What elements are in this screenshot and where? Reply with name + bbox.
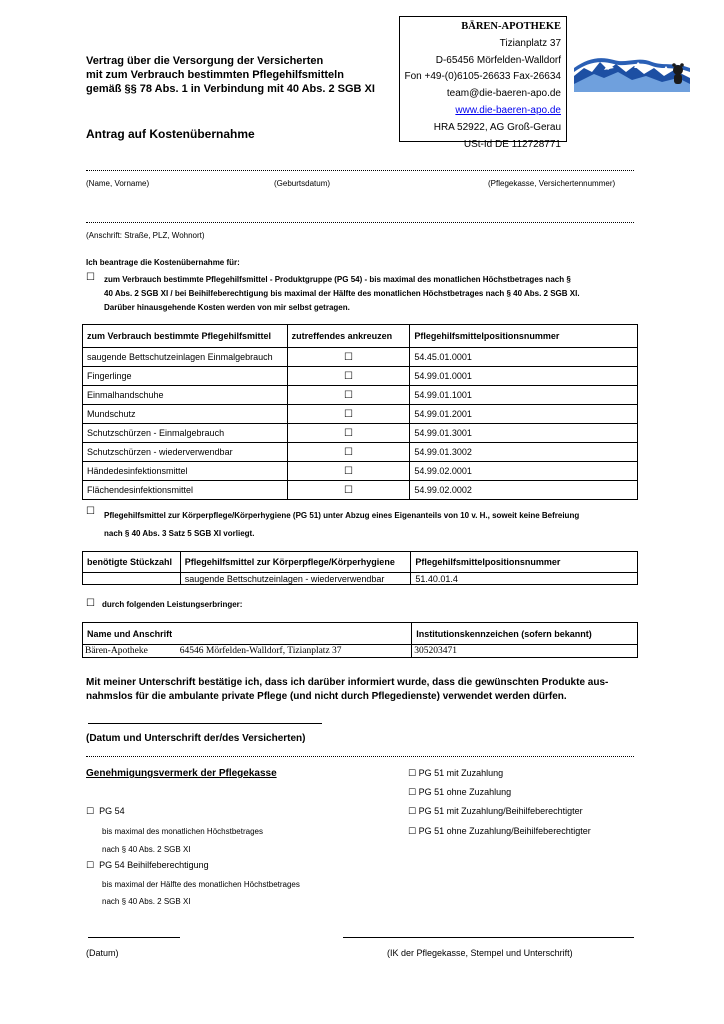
col-header-name-address: Name und Anschrift xyxy=(83,623,412,645)
consumables-table-header xyxy=(83,325,638,348)
approval-pg54-beihilfe-label: PG 54 Beihilfeberechtigung xyxy=(99,860,209,870)
hygiene-table-header xyxy=(83,552,638,573)
number-cell: 54.99.01.1001 xyxy=(410,386,638,405)
insurance-label: (Pflegekasse, Versichertennummer) xyxy=(488,179,616,188)
col-header-item: zum Verbrauch bestimmte Pflegehilfsmittel xyxy=(83,325,288,348)
approval-pg54-label: PG 54 xyxy=(99,806,125,816)
form-title: Antrag auf Kostenübernahme xyxy=(86,127,255,141)
provider-ik: 305203471 xyxy=(412,645,638,658)
table-row xyxy=(83,348,638,367)
application-intro: Ich beantrage die Kostenübernahme für: xyxy=(86,258,240,267)
pg54-text-line-3: Darüber hinausgehende Kosten werden von mir selbst getragen. xyxy=(104,303,350,312)
approval-pg51-with-beihilfe-label: PG 51 mit Zuzahlung/Beihilfeberechtigter xyxy=(418,806,583,816)
row-checkbox[interactable]: ☐ xyxy=(287,348,410,367)
approval-pg51-with[interactable] xyxy=(408,768,503,779)
approval-pg54-text-2: nach § 40 Abs. 2 SGB XI xyxy=(102,845,191,854)
pharmacy-vat: USt-Id DE 112728771 xyxy=(463,138,561,150)
provider-label: durch folgenden Leistungserbringer: xyxy=(102,600,243,609)
pg54-checkbox[interactable]: ☐ xyxy=(86,272,95,283)
approval-pg51-without-beihilfe-box[interactable]: ☐ xyxy=(408,826,417,836)
provider-name: Bären-Apotheke xyxy=(85,646,148,656)
approval-pg51-without-label: PG 51 ohne Zuzahlung xyxy=(418,787,512,797)
row-checkbox[interactable]: ☐ xyxy=(287,405,410,424)
col-header-ik: Institutionskennzeichen (sofern bekannt) xyxy=(412,623,638,645)
approval-pg51-without-beihilfe-label: PG 51 ohne Zuzahlung/Beihilfeberechtigter xyxy=(418,826,591,836)
number-cell: 54.99.01.3002 xyxy=(410,443,638,462)
ik-stamp-signature-line[interactable] xyxy=(343,937,634,938)
approval-pg51-with-box[interactable]: ☐ xyxy=(408,768,417,778)
col-header-number: Pflegehilfsmittelpositionsnummer xyxy=(410,325,638,348)
row-checkbox[interactable]: ☐ xyxy=(287,443,410,462)
number-cell: 54.99.02.0002 xyxy=(410,481,638,500)
pg54-text xyxy=(104,273,580,315)
qty-cell[interactable] xyxy=(83,573,181,585)
approval-pg54-beihilfe-box[interactable]: ☐ xyxy=(86,860,95,870)
row-checkbox[interactable]: ☐ xyxy=(287,462,410,481)
item-cell: Schutzschürzen - wiederverwendbar xyxy=(83,443,288,462)
approval-pg51-without-box[interactable]: ☐ xyxy=(408,787,417,797)
provider-table-header xyxy=(83,623,638,645)
confirmation-line-1: Mit meiner Unterschrift bestätige ich, dass ich darüber informiert wurde, dass die gewünschten Produkte aus- xyxy=(86,677,609,688)
approval-pg54-box[interactable]: ☐ xyxy=(86,806,95,816)
pharmacy-name: BÄREN-APOTHEKE xyxy=(461,21,561,32)
pg54-text-line-1: zum Verbrauch bestimmte Pflegehilfsmittel - Produktgruppe (PG 54) - bis maximal des monatlichen Höchstbetrages nach § xyxy=(104,275,571,284)
pharmacy-phone: Fon +49-(0)6105-26633 Fax-26634 xyxy=(404,71,561,83)
row-checkbox[interactable]: ☐ xyxy=(287,481,410,500)
table-row xyxy=(83,386,638,405)
name-label: (Name, Vorname) xyxy=(86,179,150,188)
table-row xyxy=(83,573,638,585)
row-checkbox[interactable]: ☐ xyxy=(287,386,410,405)
item-cell: Mundschutz xyxy=(83,405,288,424)
table-row xyxy=(83,645,638,658)
pg51-checkbox[interactable]: ☐ xyxy=(86,506,95,517)
number-cell: 54.99.01.3001 xyxy=(410,424,638,443)
row-checkbox[interactable]: ☐ xyxy=(287,367,410,386)
approval-pg54[interactable] xyxy=(86,806,125,817)
hygiene-item-cell: saugende Bettschutzeinlagen - wiederverwendbar xyxy=(180,573,411,585)
name-birth-insurance-line[interactable] xyxy=(86,170,634,171)
approval-pg51-without-beihilfe[interactable] xyxy=(408,826,591,837)
pharmacy-register: HRA 52922, AG Groß-Gerau xyxy=(433,121,561,133)
contract-title xyxy=(86,54,375,96)
pharmacy-logo xyxy=(574,50,690,92)
birthdate-label: (Geburtsdatum) xyxy=(274,179,331,188)
item-cell: Einmalhandschuhe xyxy=(83,386,288,405)
consumables-table xyxy=(82,324,638,500)
col-header-qty: benötigte Stückzahl xyxy=(83,552,181,573)
hygiene-number-cell: 51.40.01.4 xyxy=(411,573,638,585)
table-row xyxy=(83,367,638,386)
col-header-check: zutreffendes ankreuzen xyxy=(287,325,410,348)
contract-title-line-3: gemäß §§ 78 Abs. 1 in Verbindung mit 40 Abs. 2 SGB XI xyxy=(86,83,375,95)
row-checkbox[interactable]: ☐ xyxy=(287,424,410,443)
pharmacy-street: Tizianplatz 37 xyxy=(499,37,561,49)
provider-checkbox[interactable]: ☐ xyxy=(86,598,95,609)
contract-title-line-2: mit zum Verbrauch bestimmten Pflegehilfsmitteln xyxy=(86,69,344,81)
provider-name-address-cell xyxy=(83,645,412,658)
pharmacy-website-link[interactable]: www.die-baeren-apo.de xyxy=(455,104,561,116)
insured-signature-label: (Datum und Unterschrift der/des Versicherten) xyxy=(86,733,306,744)
table-row xyxy=(83,405,638,424)
approval-pg51-without[interactable] xyxy=(408,787,511,798)
pg51-text-line-2: nach § 40 Abs. 3 Satz 5 SGB XI vorliegt. xyxy=(104,529,255,538)
provider-address: 64546 Mörfelden-Walldorf, Tizianplatz 37 xyxy=(179,646,342,656)
item-cell: Schutzschürzen - Einmalgebrauch xyxy=(83,424,288,443)
ik-stamp-label: (IK der Pflegekasse, Stempel und Unterschrift) xyxy=(387,948,573,958)
approval-pg54-beihilfe[interactable] xyxy=(86,860,209,871)
hygiene-table xyxy=(82,551,638,585)
approval-pg54-text-1: bis maximal des monatlichen Höchstbetrages xyxy=(102,827,263,836)
number-cell: 54.99.01.0001 xyxy=(410,367,638,386)
confirmation-line-2: nahmslos für die ambulante private Pflege (und nicht durch Pflegedienste) verwendet werden dürfen. xyxy=(86,691,567,702)
item-cell: Händedesinfektionsmittel xyxy=(83,462,288,481)
approval-pg54-beihilfe-text-2: nach § 40 Abs. 2 SGB XI xyxy=(102,897,191,906)
table-row xyxy=(83,481,638,500)
number-cell: 54.99.01.2001 xyxy=(410,405,638,424)
table-row xyxy=(83,443,638,462)
section-separator xyxy=(86,756,634,757)
approval-pg51-with-label: PG 51 mit Zuzahlung xyxy=(418,768,504,778)
pharmacy-letterhead xyxy=(399,16,567,150)
insured-signature-line[interactable] xyxy=(88,723,322,724)
approval-title: Genehmigungsvermerk der Pflegekasse xyxy=(86,768,277,779)
address-line[interactable] xyxy=(86,222,634,223)
item-cell: Fingerlinge xyxy=(83,367,288,386)
approval-pg51-with-beihilfe[interactable] xyxy=(408,806,583,817)
item-cell: Flächendesinfektionsmittel xyxy=(83,481,288,500)
approval-pg54-beihilfe-text-1: bis maximal der Hälfte des monatlichen Höchstbetrages xyxy=(102,880,300,889)
approval-pg51-with-beihilfe-box[interactable]: ☐ xyxy=(408,806,417,816)
table-row xyxy=(83,424,638,443)
pharmacy-city: D-65456 Mörfelden-Walldorf xyxy=(435,54,561,66)
provider-table xyxy=(82,622,638,658)
col-header-hygiene-item: Pflegehilfsmittel zur Körperpflege/Körperhygiene xyxy=(180,552,411,573)
pg51-text-line-1: Pflegehilfsmittel zur Körperpflege/Körperhygiene (PG 51) unter Abzug eines Eigenanteils von 10 v. H., soweit keine Befreiung xyxy=(104,511,580,520)
col-header-hygiene-number: Pflegehilfsmittelpositionsnummer xyxy=(411,552,638,573)
table-row xyxy=(83,462,638,481)
item-cell: saugende Bettschutzeinlagen Einmalgebrauch xyxy=(83,348,288,367)
date-label: (Datum) xyxy=(86,948,119,958)
pg51-text xyxy=(104,507,579,543)
pg54-text-line-2: 40 Abs. 2 SGB XI / bei Beihilfeberechtigung bis maximal der Hälfte des monatlichen Höchstbetrages nach § 40 Abs. 2 SGB XI. xyxy=(104,289,580,298)
date-signature-line[interactable] xyxy=(88,937,180,938)
pharmacy-email: team@die-baeren-apo.de xyxy=(446,88,561,100)
address-label: (Anschrift: Straße, PLZ, Wohnort) xyxy=(86,231,205,240)
number-cell: 54.45.01.0001 xyxy=(410,348,638,367)
contract-title-line-1: Vertrag über die Versorgung der Versicherten xyxy=(86,55,324,67)
number-cell: 54.99.02.0001 xyxy=(410,462,638,481)
confirmation-text xyxy=(86,676,608,704)
